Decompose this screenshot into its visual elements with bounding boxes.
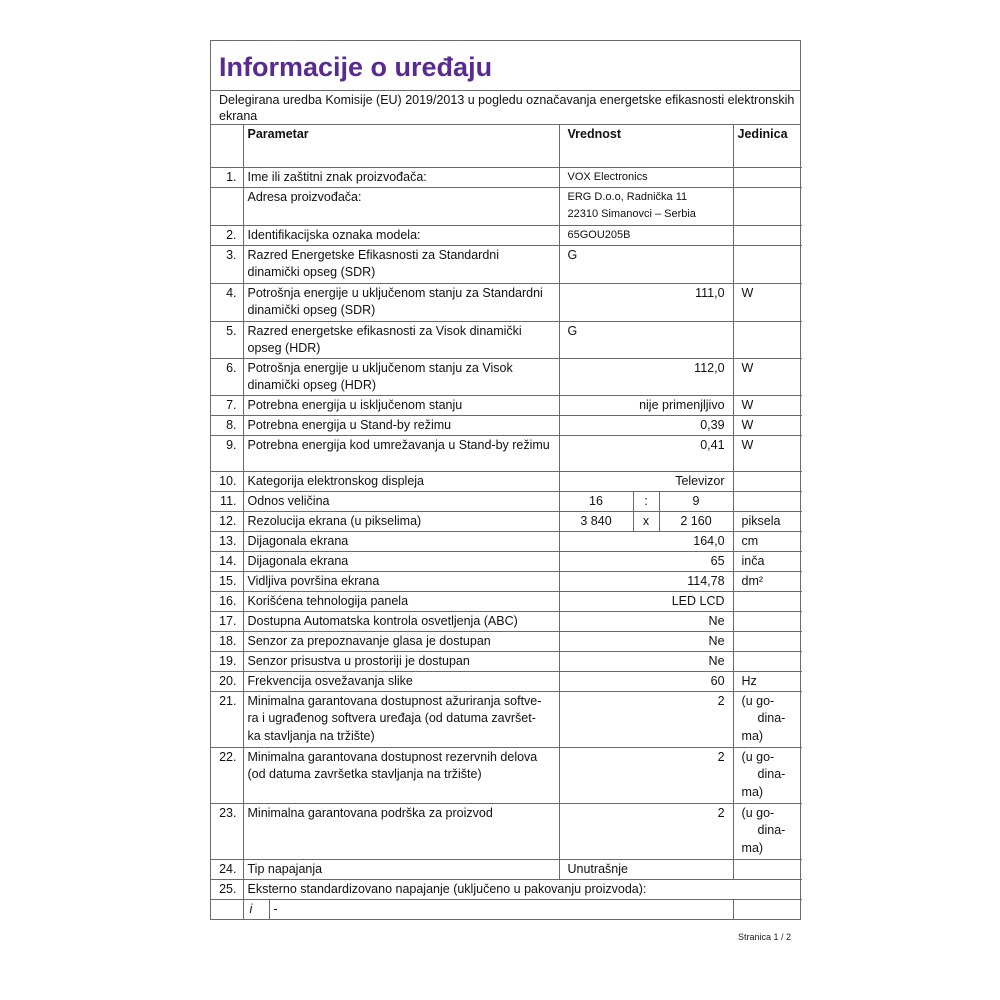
subrow-index: i: [243, 899, 269, 919]
row-unit: [733, 225, 802, 245]
header-value: Vrednost: [559, 125, 733, 167]
param-line-2: (od datuma završetka stavljanja na tržište): [247, 767, 482, 781]
table-row: [211, 187, 802, 225]
ratio-width: 16: [559, 491, 633, 511]
row-value: Ne: [559, 631, 733, 651]
table-row: [211, 691, 802, 747]
row-param: Senzor za prepoznavanje glasa je dostupan: [243, 631, 559, 651]
row-value: LED LCD: [559, 591, 733, 611]
row-unit: [733, 321, 802, 358]
row-unit: [733, 803, 802, 859]
unit-line-1: (u go-: [741, 693, 775, 708]
table-row: [211, 671, 802, 691]
unit-line-3: ma): [741, 728, 764, 743]
header-unit: Jedinica: [733, 125, 802, 167]
unit-line-1: (u go-: [741, 805, 775, 820]
table-row: [211, 531, 802, 551]
row-unit: W: [733, 435, 802, 471]
table-row: [211, 591, 802, 611]
ratio-separator: :: [633, 491, 659, 511]
row-unit: [733, 245, 802, 283]
row-num: 4.: [211, 283, 243, 321]
row-param: Potrošnja energije u uključenom stanju za Standardni dinamički opseg (SDR): [243, 283, 559, 321]
table-row: [211, 167, 802, 187]
row-num: 18.: [211, 631, 243, 651]
row-num: 23.: [211, 803, 243, 859]
row-param: Eksterno standardizovano napajanje (uključeno u pakovanju proizvoda):: [243, 879, 802, 899]
table-row: [211, 859, 802, 879]
header-param: Parametar: [243, 125, 559, 167]
row-param: Identifikacijska oznaka modela:: [243, 225, 559, 245]
row-unit: Hz: [733, 671, 802, 691]
param-line-2: ra i ugrađenog softvera uređaja (od datuma završet-: [247, 711, 536, 725]
row-value: 114,78: [559, 571, 733, 591]
row-unit: [733, 631, 802, 651]
page-title: Informacije o uređaju: [211, 41, 800, 91]
row-param: Vidljiva površina ekrana: [243, 571, 559, 591]
row-unit: [733, 471, 802, 491]
row-num: 22.: [211, 747, 243, 803]
row-num: 7.: [211, 395, 243, 415]
row-unit: [733, 859, 802, 879]
table-header-row: [211, 125, 802, 167]
row-value: G: [559, 321, 733, 358]
resolution-separator: x: [633, 511, 659, 531]
param-line-1: Minimalna garantovana dostupnost ažuriranja softve-: [247, 693, 542, 708]
row-num: [211, 187, 243, 225]
row-value: 164,0: [559, 531, 733, 551]
row-num: 2.: [211, 225, 243, 245]
table-row: [211, 358, 802, 395]
row-value: 65GOU205B: [559, 225, 733, 245]
row-param: Rezolucija ekrana (u pikselima): [243, 511, 559, 531]
resolution-height: 2 160: [659, 511, 733, 531]
row-value: 2: [559, 803, 733, 859]
row-param: Potrebna energija u isključenom stanju: [243, 395, 559, 415]
row-unit: W: [733, 358, 802, 395]
row-value: 0,39: [559, 415, 733, 435]
row-num: 10.: [211, 471, 243, 491]
row-num: 21.: [211, 691, 243, 747]
table-row: [211, 321, 802, 358]
row-param: Dijagonala ekrana: [243, 531, 559, 551]
table-row: [211, 415, 802, 435]
row-unit: [733, 187, 802, 225]
row-num: 1.: [211, 167, 243, 187]
row-param: Potrebna energija kod umrežavanja u Stand-by režimu: [243, 435, 559, 471]
row-value: 0,41: [559, 435, 733, 471]
row-param: [243, 691, 559, 747]
header-num: [211, 125, 243, 167]
ratio-height: 9: [659, 491, 733, 511]
row-num: 9.: [211, 435, 243, 471]
row-param: Dijagonala ekrana: [243, 551, 559, 571]
table-row: [211, 651, 802, 671]
unit-line-3: ma): [741, 784, 764, 799]
row-value: Unutrašnje: [559, 859, 733, 879]
row-param: Kategorija elektronskog displeja: [243, 471, 559, 491]
row-unit: [733, 691, 802, 747]
row-num: 14.: [211, 551, 243, 571]
row-num: 3.: [211, 245, 243, 283]
row-param: Razred energetske efikasnosti za Visok dinamički opseg (HDR): [243, 321, 559, 358]
table-row: [211, 803, 802, 859]
table-row: [211, 283, 802, 321]
table-row: [211, 611, 802, 631]
table-row: [211, 551, 802, 571]
row-unit: W: [733, 415, 802, 435]
row-value: 111,0: [559, 283, 733, 321]
page-number: Stranica 1 / 2: [738, 932, 792, 942]
table-row: [211, 879, 802, 899]
table-row: [211, 899, 802, 919]
row-num: 24.: [211, 859, 243, 879]
param-line-3: ka stavljanja na tržište): [247, 728, 375, 743]
row-unit: dm²: [733, 571, 802, 591]
row-num: 11.: [211, 491, 243, 511]
row-num: [211, 899, 243, 919]
row-num: 19.: [211, 651, 243, 671]
table-row: [211, 245, 802, 283]
unit-line-2: dina-: [757, 823, 786, 837]
row-unit: [733, 899, 802, 919]
row-param: Minimalna garantovana podrška za proizvod: [243, 803, 559, 859]
row-unit: [733, 611, 802, 631]
row-unit: [733, 651, 802, 671]
param-line-1: Minimalna garantovana dostupnost rezervnih delova: [247, 749, 538, 764]
row-unit: [733, 747, 802, 803]
row-unit: inča: [733, 551, 802, 571]
row-unit: [733, 591, 802, 611]
table-row: [211, 631, 802, 651]
table-row: [211, 395, 802, 415]
row-unit: piksela: [733, 511, 802, 531]
row-num: 20.: [211, 671, 243, 691]
row-value: 2: [559, 747, 733, 803]
row-param: Razred Energetske Efikasnosti za Standardni dinamički opseg (SDR): [243, 245, 559, 283]
address-line-1: ERG D.o.o, Radnička 11: [567, 190, 688, 203]
row-value: nije primenjljivo: [559, 395, 733, 415]
page-subtitle: Delegirana uredba Komisije (EU) 2019/2013 u pogledu označavanja energetske efikasnosti elektronskih ekrana: [211, 91, 800, 125]
row-unit: W: [733, 395, 802, 415]
row-value: G: [559, 245, 733, 283]
row-unit: [733, 491, 802, 511]
row-param: Odnos veličina: [243, 491, 559, 511]
row-param: Senzor prisustva u prostoriji je dostupan: [243, 651, 559, 671]
row-param: Korišćena tehnologija panela: [243, 591, 559, 611]
row-value: -: [269, 899, 733, 919]
unit-line-2: dina-: [757, 711, 786, 725]
table-row: [211, 571, 802, 591]
table-row: [211, 225, 802, 245]
row-value: 60: [559, 671, 733, 691]
unit-line-1: (u go-: [741, 749, 775, 764]
row-value: [559, 187, 733, 225]
table-row: [211, 471, 802, 491]
row-param: Dostupna Automatska kontrola osvetljenja (ABC): [243, 611, 559, 631]
row-param: Potrošnja energije u uključenom stanju za Visok dinamički opseg (HDR): [243, 358, 559, 395]
row-num: 6.: [211, 358, 243, 395]
table-row: [211, 435, 802, 471]
row-param: Adresa proizvođača:: [243, 187, 559, 225]
row-num: 25.: [211, 879, 243, 899]
resolution-width: 3 840: [559, 511, 633, 531]
row-num: 12.: [211, 511, 243, 531]
unit-line-3: ma): [741, 840, 764, 855]
row-param: [243, 747, 559, 803]
table-row: [211, 747, 802, 803]
info-sheet: [210, 40, 801, 920]
row-value: 2: [559, 691, 733, 747]
row-num: 5.: [211, 321, 243, 358]
row-unit: cm: [733, 531, 802, 551]
unit-line-2: dina-: [757, 767, 786, 781]
row-param: Tip napajanja: [243, 859, 559, 879]
row-num: 15.: [211, 571, 243, 591]
row-value: VOX Electronics: [559, 167, 733, 187]
row-param: Frekvencija osvežavanja slike: [243, 671, 559, 691]
parameters-table: [211, 125, 802, 919]
table-row: [211, 511, 802, 531]
row-value: 65: [559, 551, 733, 571]
row-unit: W: [733, 283, 802, 321]
row-value: Ne: [559, 651, 733, 671]
row-value: Ne: [559, 611, 733, 631]
row-unit: [733, 167, 802, 187]
row-num: 17.: [211, 611, 243, 631]
row-num: 13.: [211, 531, 243, 551]
address-line-2: 22310 Simanovci – Serbia: [567, 207, 696, 220]
table-row: [211, 491, 802, 511]
row-param: Ime ili zaštitni znak proizvođača:: [243, 167, 559, 187]
row-param: Potrebna energija u Stand-by režimu: [243, 415, 559, 435]
row-num: 8.: [211, 415, 243, 435]
row-value: Televizor: [559, 471, 733, 491]
row-num: 16.: [211, 591, 243, 611]
row-value: 112,0: [559, 358, 733, 395]
